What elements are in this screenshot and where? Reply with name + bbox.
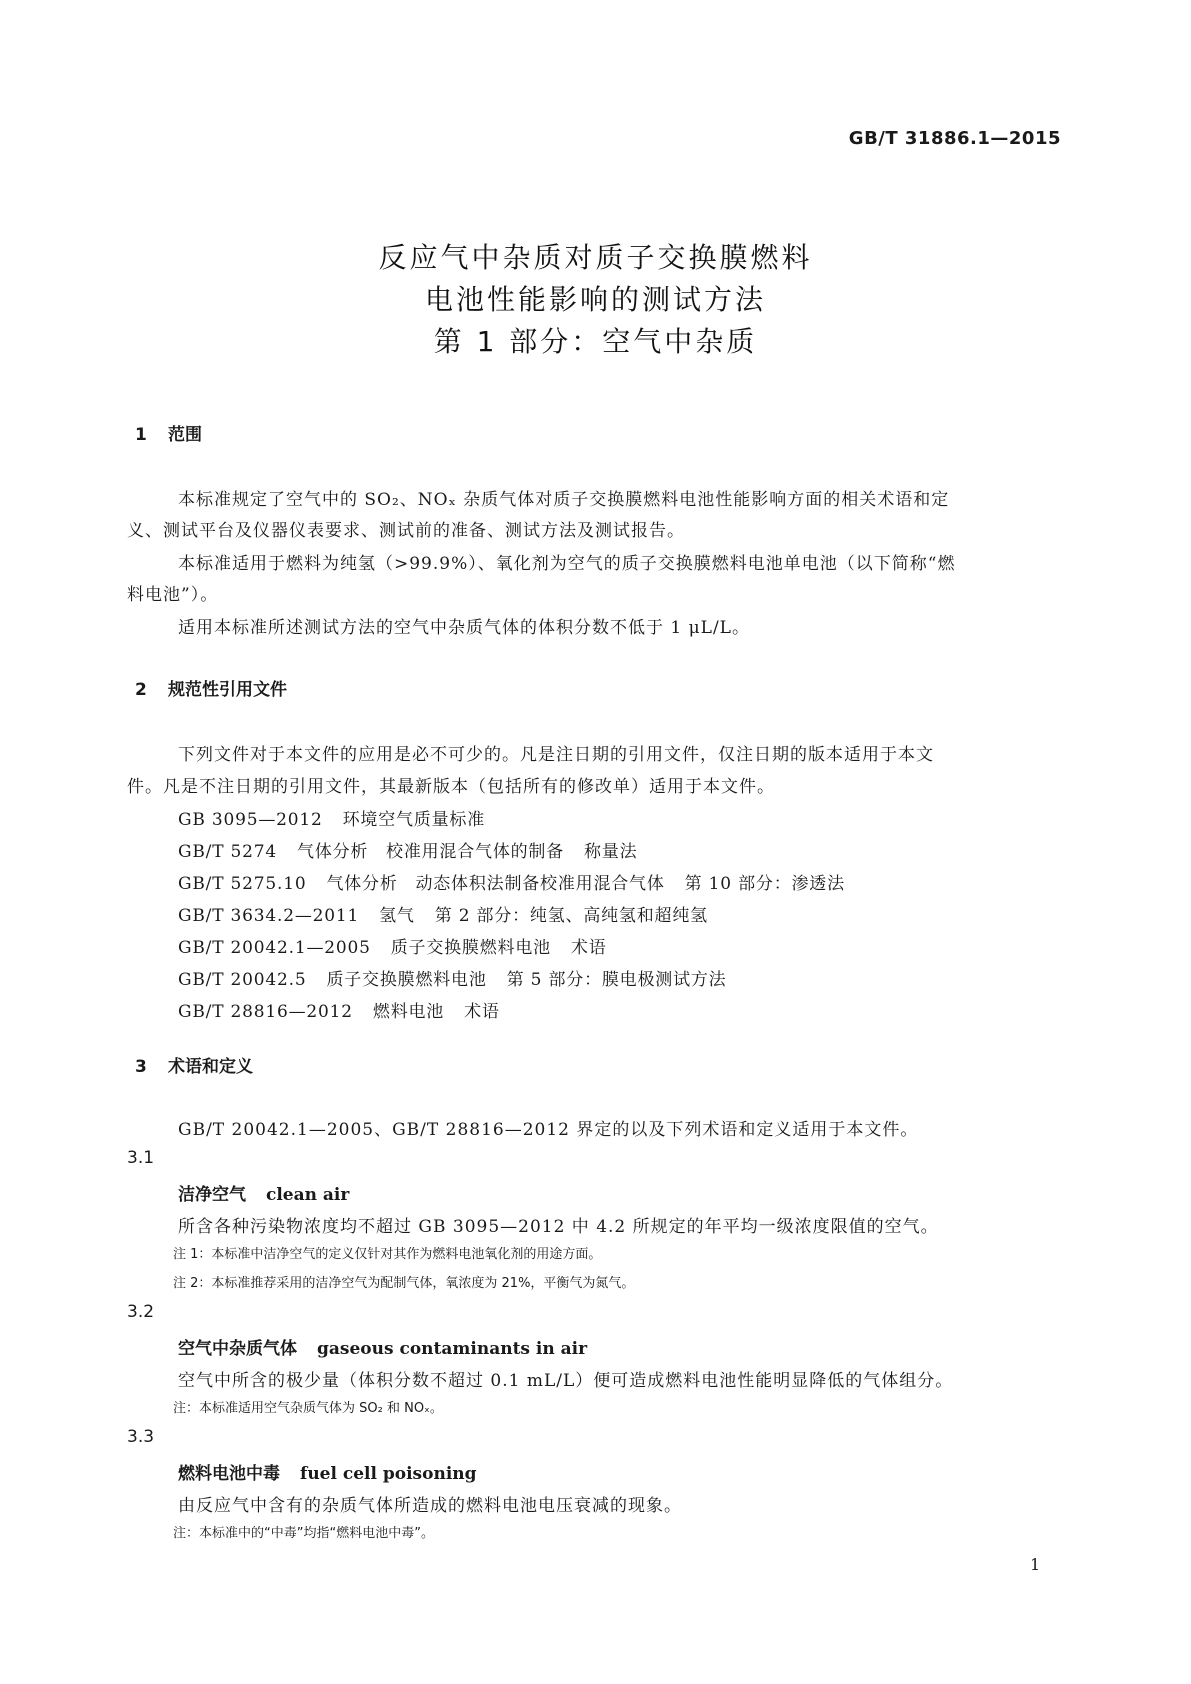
term-heading [178, 1180, 349, 1205]
section-number: 2 [135, 680, 147, 700]
reference-item [178, 997, 500, 1022]
section-title: 术语和定义 [168, 1057, 253, 1077]
term-zh: 燃料电池中毒 [178, 1464, 280, 1484]
reference-code: GB/T 20042.1—2005 [178, 938, 371, 958]
section-title: 范围 [168, 425, 202, 445]
section-heading-3 [135, 1052, 253, 1077]
paragraph-line: 适用本标准所述测试方法的空气中杂质气体的体积分数不低于 1 μL/L。 [178, 618, 750, 638]
page-number: 1 [1030, 1555, 1041, 1574]
term-zh: 洁净空气 [178, 1185, 246, 1205]
term-note: 注 2：本标准推荐采用的洁净空气为配制气体，氧浓度为 21%，平衡气为氮气。 [173, 1276, 635, 1291]
term-number: 3.1 [127, 1148, 155, 1168]
reference-title: 氢气 [379, 906, 415, 926]
reference-item [178, 933, 607, 958]
section-heading-1 [135, 420, 202, 445]
paragraph-line: 下列文件对于本文件的应用是必不可少的。凡是注日期的引用文件，仅注日期的版本适用于本文 [178, 745, 934, 765]
reference-code: GB 3095—2012 [178, 810, 323, 830]
paragraph-line: 本标准规定了空气中的 SO₂、NOₓ 杂质气体对质子交换膜燃料电池性能影响方面的相关术语和定 [178, 490, 950, 510]
term-zh: 空气中杂质气体 [178, 1339, 297, 1359]
reference-code: GB/T 5274 [178, 842, 278, 862]
term-note: 注：本标准适用空气杂质气体为 SO₂ 和 NOₓ。 [173, 1401, 443, 1416]
term-note: 注 1：本标准中洁净空气的定义仅针对其作为燃料电池氧化剂的用途方面。 [173, 1247, 602, 1262]
reference-item [178, 901, 708, 926]
paragraph-line: 件。凡是不注日期的引用文件，其最新版本（包括所有的修改单）适用于本文件。 [127, 777, 775, 797]
paragraph-line: 义、测试平台及仪器仪表要求、测试前的准备、测试方法及测试报告。 [127, 521, 685, 541]
reference-part: 第 10 部分：渗透法 [684, 874, 845, 894]
reference-title: 质子交换膜燃料电池 [326, 970, 487, 990]
document-title-line-1: 反应气中杂质对质子交换膜燃料 [378, 241, 813, 274]
term-definition: 由反应气中含有的杂质气体所造成的燃料电池电压衰减的现象。 [178, 1496, 682, 1516]
reference-item [178, 869, 845, 894]
paragraph-line: 料电池”）。 [127, 585, 219, 605]
term-definition: 所含各种污染物浓度均不超过 GB 3095—2012 中 4.2 所规定的年平均一级浓度限值的空气。 [178, 1217, 939, 1237]
reference-item [178, 965, 726, 990]
reference-item [178, 837, 637, 862]
term-note: 注：本标准中的“中毒”均指“燃料电池中毒”。 [173, 1526, 434, 1541]
reference-part: 第 5 部分：膜电极测试方法 [506, 970, 727, 990]
document-title-line-3: 第 1 部分：空气中杂质 [433, 325, 758, 358]
term-en: fuel cell poisoning [300, 1464, 477, 1484]
reference-part: 术语 [570, 938, 607, 958]
standard-number: GB/T 31886.1—2015 [848, 128, 1061, 149]
term-number: 3.3 [127, 1427, 155, 1447]
reference-part: 术语 [464, 1002, 500, 1022]
paragraph-line: 本标准适用于燃料为纯氢（>99.9%）、氧化剂为空气的质子交换膜燃料电池单电池（以下简称“燃 [178, 554, 956, 574]
term-definition: 空气中所含的极少量（体积分数不超过 0.1 mL/L）便可造成燃料电池性能明显降低的气体组分。 [178, 1371, 954, 1391]
reference-title: 燃料电池 [372, 1002, 445, 1022]
reference-item [178, 805, 505, 830]
term-number: 3.2 [127, 1302, 155, 1322]
reference-code: GB/T 28816—2012 [178, 1002, 353, 1022]
reference-code: GB/T 20042.5 [178, 970, 307, 990]
term-en: gaseous contaminants in air [317, 1339, 588, 1359]
reference-code: GB/T 5275.10 [178, 874, 307, 894]
section-heading-2 [135, 675, 287, 700]
term-en: clean air [266, 1185, 350, 1205]
reference-title: 气体分析 校准用混合气体的制备 [297, 842, 565, 862]
reference-title: 质子交换膜燃料电池 [390, 938, 551, 958]
reference-part: 称量法 [584, 842, 638, 862]
term-heading [178, 1334, 587, 1359]
section-title: 规范性引用文件 [168, 680, 287, 700]
term-heading [178, 1459, 477, 1484]
reference-title: 气体分析 动态体积法制备校准用混合气体 [326, 874, 665, 894]
reference-code: GB/T 3634.2—2011 [178, 906, 360, 926]
reference-title: 环境空气质量标准 [342, 810, 486, 830]
section-number: 1 [135, 425, 147, 445]
paragraph-line: GB/T 20042.1—2005、GB/T 28816—2012 界定的以及下列术语和定义适用于本文件。 [178, 1120, 919, 1140]
document-title-line-2: 电池性能影响的测试方法 [424, 283, 766, 316]
section-number: 3 [135, 1057, 147, 1077]
reference-part: 第 2 部分：纯氢、高纯氢和超纯氢 [434, 906, 708, 926]
